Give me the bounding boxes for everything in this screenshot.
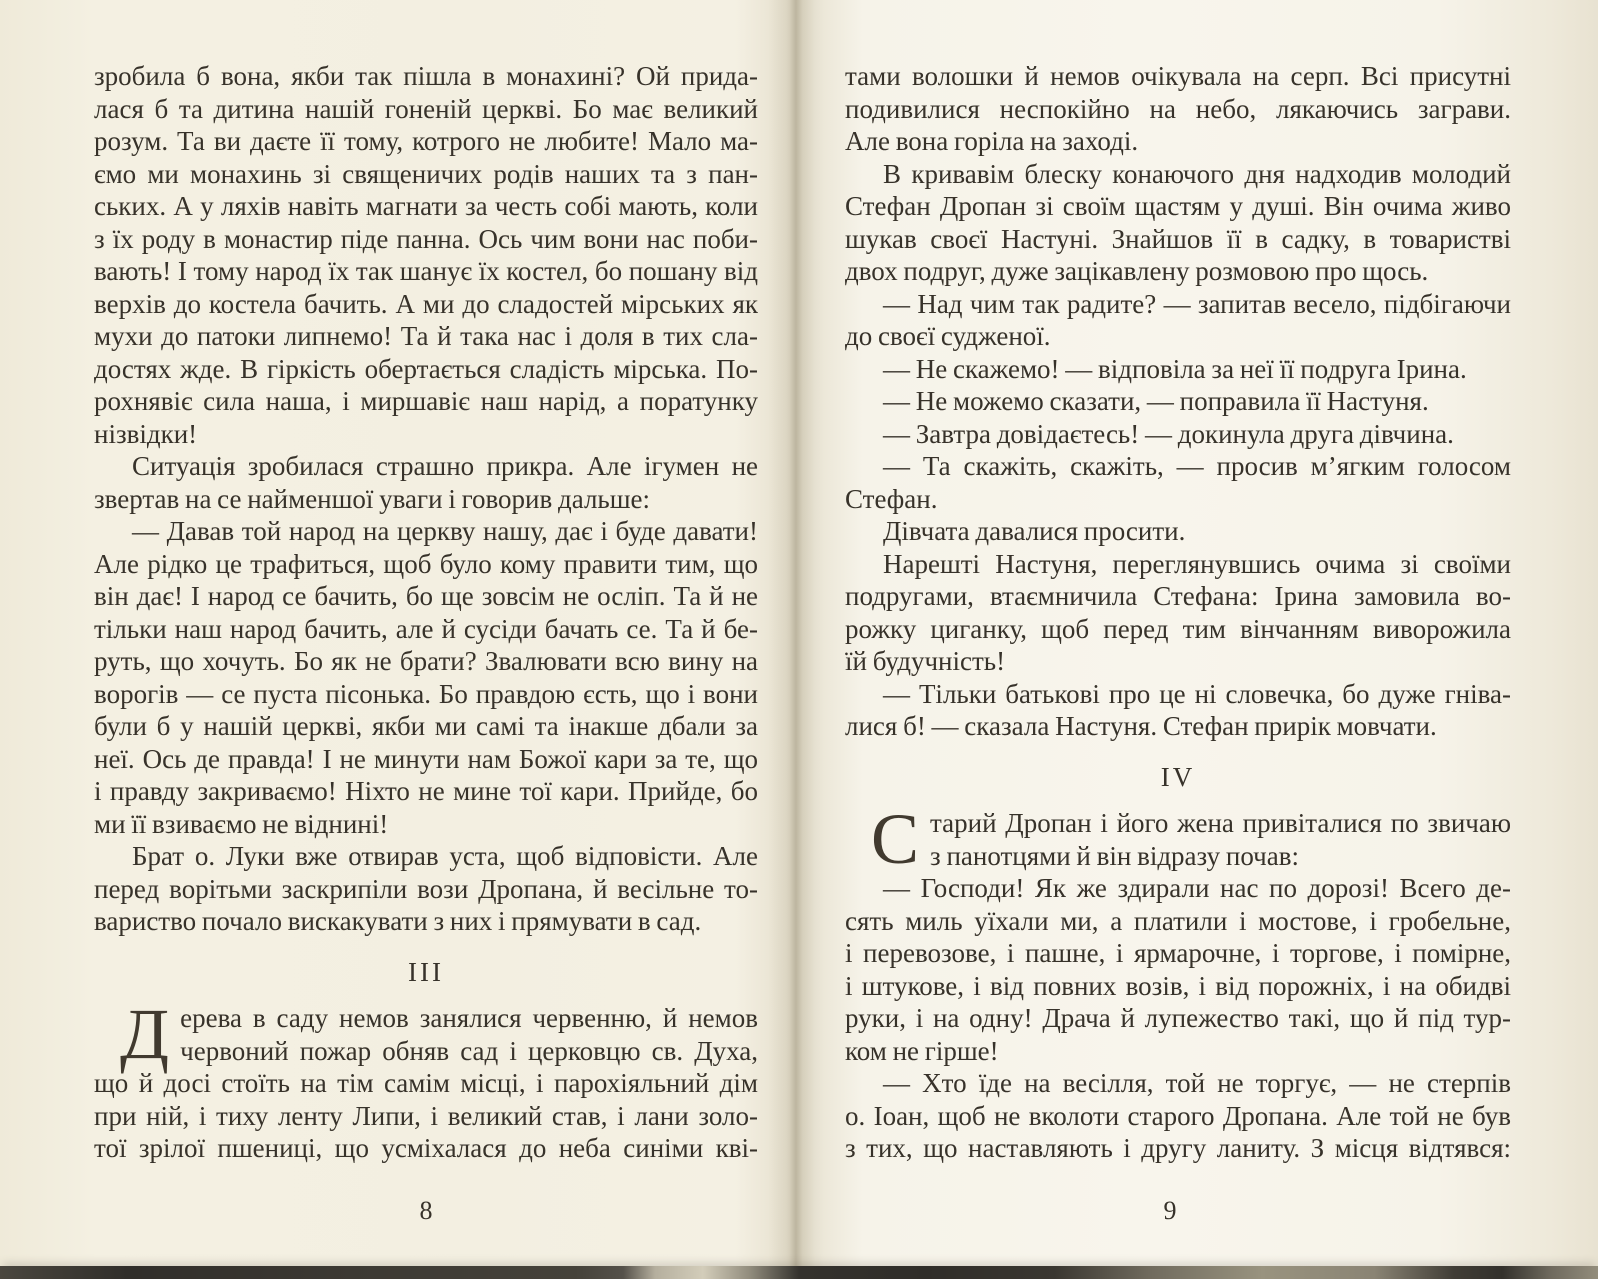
text-line: — Завтра довідаєтесь! — докинула друга дівчина. <box>883 418 1454 449</box>
text-line: ерева в саду немов занялися червенню, й немов <box>180 1003 758 1033</box>
text-line: перед ворітьми заскрипіли вози Дропана, й весільне то- <box>94 873 758 904</box>
text-line: подивилися неспокійно на небо, лякаючись заграви. <box>845 93 1511 124</box>
text-line: Брат о. Луки вже отвирав уста, щоб відповісти. Але <box>132 841 758 871</box>
drop-cap: С <box>871 799 920 879</box>
text-line: і правду закриваємо! Ніхто не мине тої кари. Прийде, бо <box>94 776 758 806</box>
text-line: і штукове, і від повних возів, і від порожніх, і на обидві <box>845 970 1511 1001</box>
paragraph <box>94 60 758 450</box>
text-line: сять миль уїхали ми, а платили і мостове, і гробельне, <box>845 905 1511 936</box>
text-line: — Не скажемо! — відповіла за неї її подруга Ірина. <box>883 353 1467 384</box>
text-line: мухи до патоки липнемо! Та й така нас і доля в тих сла- <box>94 321 758 351</box>
text-line: з їх роду в монастир піде панна. Ось чим вони нас поби- <box>94 223 758 254</box>
text-line: до своєї судженої. <box>845 321 1051 351</box>
paragraph <box>845 678 1511 743</box>
text-line: їй будучність! <box>845 646 1006 676</box>
text-line: розум. Та ви даєте її тому, котрого не любите! Мало ма- <box>94 126 758 156</box>
text-line: — Та скажіть, скажіть, — просив м’ягким голосом <box>883 451 1511 481</box>
text-line: були б у нашій церкві, якби ми самі та інакше дбали за <box>94 711 758 741</box>
paragraph <box>845 385 1511 418</box>
text-line: — Хто їде на весілля, той не торгує, — не стерпів <box>883 1068 1511 1098</box>
section-heading: III <box>408 956 444 987</box>
text-line: ємо ми монахинь зі священичих родів наших та з пан- <box>94 158 758 189</box>
paragraph <box>845 288 1511 353</box>
paragraph <box>94 450 758 515</box>
text-line: — Над чим так радите? — запитав весело, підбігаючи <box>883 288 1511 319</box>
drop-cap: Д <box>120 994 170 1074</box>
text-line: В кривавім блеску конаючого дня надходив молодий <box>883 158 1511 189</box>
text-line: — Господи! Як же здирали нас по дорозі! Всего де- <box>883 873 1511 903</box>
text-line: ком не гірше! <box>845 1035 999 1066</box>
text-line: ворогів — се пуста пісонька. Бо правдою єсть, що і вони <box>94 678 758 709</box>
page-left-text <box>94 60 758 1165</box>
paragraph <box>845 1067 1511 1165</box>
text-line: двох подруг, дуже зацікавлену розмовою про щось. <box>845 256 1429 286</box>
text-line: о. Іоан, щоб не вколоти старого Дропана. Але той не був <box>845 1100 1511 1131</box>
paragraph <box>845 60 1511 158</box>
text-line: він дає! І народ се бачить, бо ще зовсім не осліп. Та й не <box>94 581 758 611</box>
paragraph <box>845 450 1511 515</box>
text-line: тами волошки й немов очікувала на серп. Всі присутні <box>845 61 1511 91</box>
text-line: вають! І тому народ їх так шанує їх костел, бо пошану від <box>94 256 758 286</box>
text-line: неї. Ось де правда! І не минути нам Божої кари за те, що <box>94 743 758 774</box>
page-number-left: 8 <box>419 1196 433 1225</box>
text-line: — Давав той народ на церкву нашу, дає і буде давати! <box>132 516 758 546</box>
text-line: руки, і на одну! Драча й лупежество такі, що й під тур- <box>845 1003 1511 1033</box>
text-line: Нарешті Настуня, переглянувшись очима зі своїми <box>883 548 1511 579</box>
text-line: при ній, і тиху ленту Липи, і великий став, і лани золо- <box>94 1100 758 1131</box>
text-line: подругами, втаємничила Стефана: Ірина замовила во- <box>845 581 1511 611</box>
text-line: тарий Дропан і його жена привіталися по звичаю <box>930 808 1511 838</box>
scan-bottom-edge <box>0 1266 1598 1279</box>
text-line: ми її взиваємо не віднині! <box>94 808 389 839</box>
text-line: ських. А у ляхів навіть магнати за честь собі мають, коли <box>94 191 758 221</box>
page-right-text <box>845 60 1511 1165</box>
paragraph <box>94 515 758 840</box>
paragraph <box>845 548 1511 678</box>
text-line: вариство почало вискакувати з них і прямувати в сад. <box>94 906 702 936</box>
text-line: рохнявіє сила наша, і миршавіє наш нарід, а поратунку <box>94 386 758 416</box>
section-heading: IV <box>1160 761 1196 792</box>
text-line: Дівчата давалися просити. <box>883 516 1186 546</box>
text-line: шукав своєї Настуні. Знайшов її в садку, в товаристві <box>845 223 1511 254</box>
paragraph <box>845 799 1511 879</box>
text-line: руть, що хочуть. Бо як не брати? Звалювати всю вину на <box>94 646 758 676</box>
paragraph <box>845 353 1511 386</box>
text-line: Але вона горіла на заході. <box>845 126 1139 156</box>
gutter-shadow <box>768 0 824 1279</box>
text-line: Стефан. <box>845 483 938 514</box>
text-line: тільки наш народ бачить, але й сусіди бачать се. Та й бе- <box>94 613 758 644</box>
text-line: з тих, що наставляють і другу ланиту. З місця відтявся: <box>845 1133 1511 1163</box>
paragraph <box>845 872 1511 1067</box>
text-line: з панотцями й він відразу почав: <box>930 840 1299 871</box>
text-line: і перевозове, і пашне, і ярмарочне, і торгове, і помірне, <box>845 938 1511 968</box>
text-line: верхів до костела бачить. А ми до сладостей мірських як <box>94 288 758 319</box>
text-line: зробила б вона, якби так пішла в монахині? Ой прида- <box>94 61 758 91</box>
text-line: — Не можемо сказати, — поправила її Настуня. <box>883 386 1429 416</box>
text-line: тої зрілої пшениці, що усміхалася до неба синіми кві- <box>94 1133 758 1163</box>
text-line: звертав на се найменшої уваги і говорив дальше: <box>94 483 651 514</box>
paragraph <box>94 994 758 1165</box>
text-line: рожку циганку, щоб перед тим вінчанням виворожила <box>845 613 1511 644</box>
text-line: достях жде. В гіркість обертається сладість мірська. По- <box>94 353 758 384</box>
text-line: Стефан Дропан зі своїм щастям у душі. Він очима живо <box>845 191 1511 221</box>
text-line: Але рідко це трафиться, щоб було кому правити тим, що <box>94 548 758 579</box>
text-line: що й досі стоїть на тім самім місці, і парохіяльний дім <box>94 1068 758 1098</box>
paragraph <box>845 515 1511 548</box>
paragraph <box>94 840 758 938</box>
text-line: нізвідки! <box>94 418 198 449</box>
text-line: лися б! — сказала Настуня. Стефан прирік мовчати. <box>845 711 1437 741</box>
text-line: лася б та дитина нашій гоненій церкві. Бо має великий <box>94 93 758 124</box>
paragraph <box>845 158 1511 288</box>
text-line: червоний пожар обняв сад і церковцю св. Духа, <box>180 1035 758 1066</box>
text-line: Ситуація зробилася страшно прикра. Але ігумен не <box>132 451 758 481</box>
paragraph <box>845 418 1511 451</box>
page-number-right: 9 <box>1163 1196 1177 1225</box>
text-line: — Тільки батькові про це ні словечка, бо дуже гніва- <box>883 678 1511 709</box>
